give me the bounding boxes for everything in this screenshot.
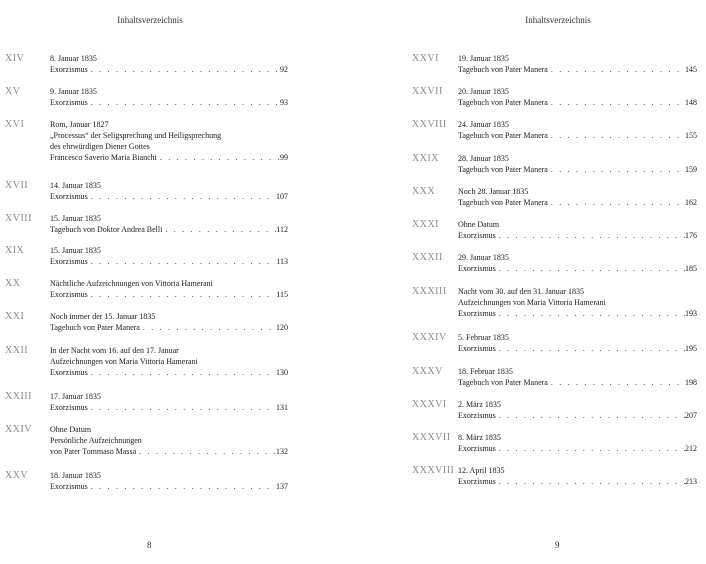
page-reference: 131 [276,403,288,412]
page-number: 9 [555,540,560,550]
entry-title: Tagebuch von Pater Manera [458,65,548,74]
entry-title: Tagebuch von Pater Manera [50,323,140,332]
entry-title-line [458,164,697,175]
entry-line: des ehrwürdigen Diener Gottes [50,142,150,151]
running-head: Inhaltsverzeichnis [525,15,591,25]
entry-line: 8. März 1835 [458,433,501,442]
entry-title-line [458,410,697,421]
page-reference: 99 [280,153,288,162]
chapter-numeral: XXXIII [412,286,447,297]
entry-title-line [50,224,288,235]
page-reference: 212 [685,444,697,453]
dot-leader [496,308,685,319]
entry-title-line [50,191,288,202]
entry-line: Aufzeichnungen von Maria Vittoria Hamerani [458,298,606,307]
entry-line: 14. Januar 1835 [50,181,101,190]
dot-leader [88,256,277,267]
dot-leader [88,97,280,108]
entry-line: 5. Februar 1835 [458,333,509,342]
entry-line: 20. Januar 1835 [458,87,509,96]
chapter-numeral: XXXVII [412,432,451,443]
page-reference: 207 [685,411,697,420]
chapter-numeral: XXI [5,311,25,322]
dot-leader [88,191,276,202]
entry-line: 15. Januar 1835 [50,246,101,255]
chapter-numeral: XVII [5,180,29,191]
entry-line: 8. Januar 1835 [50,54,97,63]
page-reference: 195 [685,344,697,353]
dot-leader [88,289,277,300]
entry-title: Exorzismus [50,403,88,412]
dot-leader [496,263,685,274]
entry-title-line [458,130,697,141]
dot-leader [88,367,276,378]
chapter-numeral: XXV [5,470,29,481]
entry-line: Noch 28. Januar 1835 [458,187,529,196]
entry-title: Exorzismus [50,65,88,74]
entry-line: 2. März 1835 [458,400,501,409]
entry-title: Exorzismus [458,411,496,420]
page-reference: 130 [276,368,288,377]
page-reference: 176 [685,231,697,240]
entry-title-line [458,197,697,208]
page-reference: 145 [685,65,697,74]
entry-line: 24. Januar 1835 [458,120,509,129]
entry-title-line [458,97,697,108]
entry-line: Nächtliche Aufzeichnungen von Vittoria Hamerani [50,279,213,288]
chapter-numeral: XIV [5,53,25,64]
chapter-numeral: XIX [5,245,25,256]
right-page [353,0,706,564]
entry-title-line [50,322,288,333]
chapter-numeral: XXVI [412,53,439,64]
page-reference: 93 [280,98,288,107]
entry-title-line [458,476,697,487]
entry-line: 28. Januar 1835 [458,154,509,163]
entry-title: Francesco Saverio Maria Bianchi [50,153,157,162]
entry-title: Tagebuch von Pater Manera [458,378,548,387]
dot-leader [140,322,276,333]
dot-leader [496,476,685,487]
entry-line: 9. Januar 1835 [50,87,97,96]
entry-line: Aufzeichnungen von Maria Vittoria Hamerani [50,357,198,366]
page-reference: 213 [685,477,697,486]
page-reference: 120 [276,323,288,332]
entry-line: 29. Januar 1835 [458,253,509,262]
chapter-numeral: XXII [5,345,29,356]
entry-title-line [50,402,288,413]
dot-leader [496,410,685,421]
entry-line: Ohne Datum [458,220,500,229]
chapter-numeral: XV [5,86,21,97]
entry-line: Ohne Datum [50,425,92,434]
entry-title: Exorzismus [458,344,496,353]
chapter-numeral: XXXVIII [412,465,455,476]
chapter-numeral: XXXVI [412,399,447,410]
page-reference: 155 [685,131,697,140]
dot-leader [548,97,685,108]
dot-leader [136,446,276,457]
chapter-numeral: XXVIII [412,119,447,130]
page-reference: 198 [685,378,697,387]
chapter-numeral: XXXII [412,252,443,263]
entry-title: Exorzismus [50,482,88,491]
entry-title: Exorzismus [50,192,88,201]
entry-line: 18. Januar 1835 [50,471,101,480]
entry-title: Exorzismus [50,368,88,377]
chapter-numeral: XXIV [5,424,32,435]
entry-line: 19. Januar 1835 [458,54,509,63]
chapter-numeral: XX [5,278,21,289]
chapter-numeral: XXXV [412,366,443,377]
entry-title-line [458,64,697,75]
dot-leader [88,64,280,75]
entry-title: Exorzismus [50,257,88,266]
chapter-numeral: XVIII [5,213,32,224]
page-reference: 185 [685,264,697,273]
page-number: 8 [147,540,152,550]
dot-leader [157,152,280,163]
entry-line: Rom, Januar 1827 [50,120,109,129]
entry-title: von Pater Tommaso Massa [50,447,137,456]
dot-leader [496,443,685,454]
entry-title: Exorzismus [50,290,88,299]
entry-title-line [458,377,697,388]
chapter-numeral: XVI [5,119,25,130]
dot-leader [162,224,276,235]
chapter-numeral: XXXIV [412,332,447,343]
page-reference: 137 [276,482,288,491]
dot-leader [548,377,685,388]
entry-line: „Processus“ der Seligsprechung und Heiligsprechung [50,131,222,140]
entry-title: Exorzismus [50,98,88,107]
page-reference: 92 [280,65,288,74]
dot-leader [88,402,276,413]
entry-line: Nacht vom 30. auf den 31. Januar 1835 [458,287,584,296]
entry-title: Exorzismus [458,309,496,318]
page-reference: 132 [276,447,288,456]
entry-title: Exorzismus [458,444,496,453]
dot-leader [548,130,685,141]
page-reference: 107 [276,192,288,201]
dot-leader [548,64,685,75]
page-reference: 159 [685,165,697,174]
entry-title-line [50,289,288,300]
chapter-numeral: XXIX [412,153,439,164]
entry-title: Tagebuch von Pater Manera [458,98,548,107]
entry-line: 12. April 1835 [458,466,505,475]
chapter-numeral: XXIII [5,391,32,402]
chapter-numeral: XXVII [412,86,443,97]
entry-title-line [458,343,697,354]
entry-title-line [50,152,288,163]
entry-title-line [50,367,288,378]
dot-leader [548,197,685,208]
entry-line: 18. Februar 1835 [458,367,513,376]
entry-title: Tagebuch von Pater Manera [458,165,548,174]
page-reference: 112 [276,225,288,234]
entry-title: Tagebuch von Pater Manera [458,131,548,140]
dot-leader [88,481,276,492]
entry-title-line [458,443,697,454]
entry-line: Persönliche Aufzeichnungen [50,436,142,445]
page-reference: 193 [685,309,697,318]
dot-leader [496,230,685,241]
entry-title-line [50,446,288,457]
entry-line: Noch immer der 15. Januar 1835 [50,312,156,321]
entry-title: Tagebuch von Doktor Andrea Belli [50,225,163,234]
entry-title-line [458,308,697,319]
running-head: Inhaltsverzeichnis [117,15,183,25]
chapter-numeral: XXX [412,186,436,197]
dot-leader [548,164,685,175]
entry-title-line [458,230,697,241]
page-reference: 115 [276,290,288,299]
entry-title-line [50,97,288,108]
entry-title: Exorzismus [458,264,496,273]
entry-title-line [458,263,697,274]
entry-title: Tagebuch von Pater Manera [458,198,548,207]
entry-line: In der Nacht vom 16. auf den 17. Januar [50,346,179,355]
entry-title-line [50,256,288,267]
entry-title-line [50,481,288,492]
entry-title: Exorzismus [458,477,496,486]
page-reference: 162 [685,198,697,207]
page-reference: 113 [276,257,288,266]
entry-title: Exorzismus [458,231,496,240]
entry-title-line [50,64,288,75]
dot-leader [496,343,685,354]
entry-line: 17. Januar 1835 [50,392,101,401]
entry-line: 15. Januar 1835 [50,214,101,223]
chapter-numeral: XXXI [412,219,439,230]
page-reference: 148 [685,98,697,107]
